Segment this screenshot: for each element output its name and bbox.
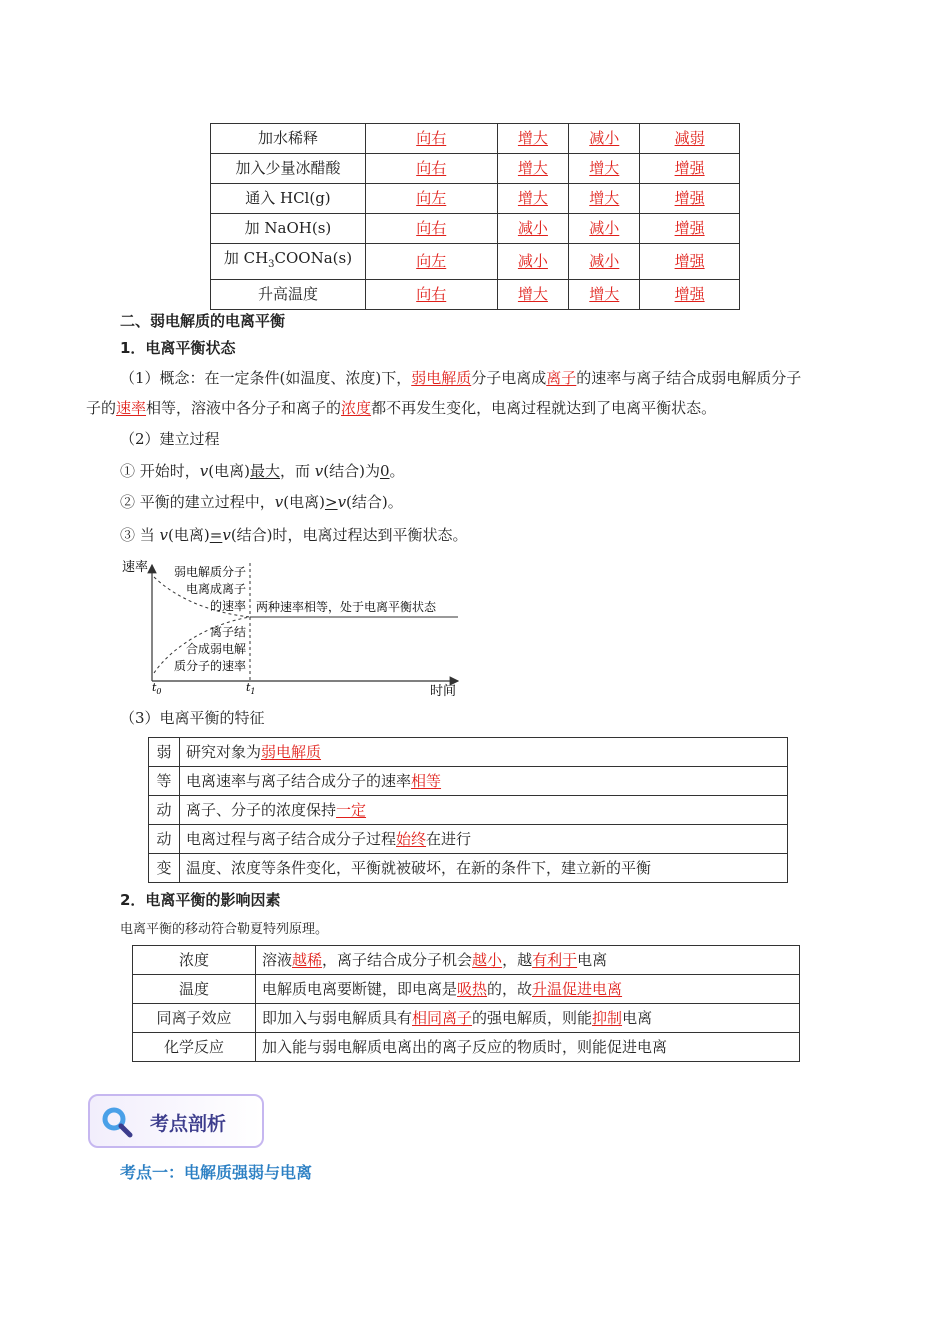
answer-cell: 增大	[497, 184, 569, 214]
condition-cell: 升高温度	[211, 280, 366, 310]
binding-rate-label	[174, 624, 246, 673]
factor-desc: 电解质电离要断键，即电离是吸热的，故升温促进电离	[256, 975, 800, 1004]
table-row	[149, 854, 788, 883]
badge-label: 考点剖析	[150, 1113, 227, 1135]
step-2: ② 平衡的建立过程中，v(电离)>v(结合)。	[120, 493, 403, 511]
answer-cell: 减弱	[640, 124, 740, 154]
table-row	[211, 154, 740, 184]
answer-cell: 增大	[497, 124, 569, 154]
shift-table	[210, 123, 740, 310]
table-row	[149, 825, 788, 854]
table-row	[211, 184, 740, 214]
answer-cell: 增大	[497, 154, 569, 184]
subheading-ionization-state: 1．电离平衡状态	[120, 339, 236, 357]
answer-cell: 增大	[569, 280, 640, 310]
equilibrium-label: 两种速率相等，处于电离平衡状态	[256, 600, 437, 614]
answer-cell: 减小	[569, 244, 640, 280]
table-row	[211, 244, 740, 280]
factor-key: 温度	[133, 975, 256, 1004]
factor-desc: 即加入与弱电解质具有相同离子的强电解质，则能抑制电离	[256, 1004, 800, 1033]
answer-cell: 增强	[640, 184, 740, 214]
feature-desc: 研究对象为弱电解质	[180, 738, 788, 767]
t1-label: $t_1$	[246, 681, 256, 696]
section-heading-2: 二、弱电解质的电离平衡	[120, 312, 286, 330]
kaodian-badge	[88, 1094, 264, 1148]
feature-desc: 离子、分子的浓度保持一定	[180, 796, 788, 825]
table-row	[149, 796, 788, 825]
table-row	[149, 767, 788, 796]
condition-cell: 加 $CH_3COONa(s)$	[211, 244, 366, 280]
factor-key: 浓度	[133, 946, 256, 975]
answer-cell: 减小	[497, 214, 569, 244]
rate-time-diagram	[118, 555, 468, 700]
step-1: ① 开始时，v(电离)最大，而 v(结合)为0。	[120, 462, 405, 480]
t0-label: $t_0$	[152, 681, 162, 696]
factors-table	[132, 945, 800, 1062]
answer-cell: 向右	[365, 154, 497, 184]
answer-cell: 减小	[569, 124, 640, 154]
condition-cell: 加入少量冰醋酸	[211, 154, 366, 184]
factors-intro: 电离平衡的移动符合勒夏特列原理。	[120, 922, 329, 937]
feature-key: 等	[149, 767, 180, 796]
condition-cell: 加 NaOH(s)	[211, 214, 366, 244]
table-row	[211, 214, 740, 244]
answer-cell: 减小	[569, 214, 640, 244]
answer-cell: 向左	[365, 244, 497, 280]
feature-desc: 温度、浓度等条件变化，平衡就被破坏，在新的条件下，建立新的平衡	[180, 854, 788, 883]
features-title: （3）电离平衡的特征	[120, 709, 265, 727]
table-row	[149, 738, 788, 767]
answer-cell: 向右	[365, 124, 497, 154]
table-row	[133, 975, 800, 1004]
svg-text:电离成离子: 电离成离子	[185, 582, 246, 596]
table-row	[133, 1033, 800, 1062]
feature-desc: 电离过程与离子结合成分子过程始终在进行	[180, 825, 788, 854]
factor-key: 化学反应	[133, 1033, 256, 1062]
answer-cell: 向右	[365, 280, 497, 310]
answer-cell: 增大	[497, 280, 569, 310]
table-row	[133, 946, 800, 975]
feature-key: 弱	[149, 738, 180, 767]
ionization-rate-label	[174, 564, 246, 613]
svg-text:弱电解质分子: 弱电解质分子	[173, 565, 246, 579]
answer-cell: 增强	[640, 214, 740, 244]
factor-key: 同离子效应	[133, 1004, 256, 1033]
answer-cell: 增大	[569, 184, 640, 214]
answer-cell: 向右	[365, 214, 497, 244]
y-label: 速率	[122, 560, 149, 575]
subheading-factors: 2．电离平衡的影响因素	[120, 891, 281, 909]
answer-cell: 增大	[569, 154, 640, 184]
answer-cell: 增强	[640, 154, 740, 184]
svg-text:合成弱电解: 合成弱电解	[185, 642, 246, 656]
factor-desc: 加入能与弱电解质电离出的离子反应的物质时，则能促进电离	[256, 1033, 800, 1062]
feature-key: 动	[149, 796, 180, 825]
kaodian-title: 考点一：电解质强弱与电离	[120, 1163, 313, 1182]
feature-key: 变	[149, 854, 180, 883]
svg-text:离子结: 离子结	[209, 625, 246, 639]
factor-desc: 溶液越稀，离子结合成分子机会越小，越有利于电离	[256, 946, 800, 975]
condition-cell: 通入 HCl(g)	[211, 184, 366, 214]
answer-cell: 增强	[640, 244, 740, 280]
answer-cell: 增强	[640, 280, 740, 310]
features-table	[148, 737, 788, 883]
answer-cell: 向左	[365, 184, 497, 214]
svg-text:的速率: 的速率	[209, 599, 246, 613]
svg-text:质分子的速率: 质分子的速率	[173, 659, 246, 673]
concept-line-2: 子的速率相等，溶液中各分子和离子的浓度都不再发生变化，电离过程就达到了电离平衡状态。	[86, 399, 717, 417]
table-row	[211, 124, 740, 154]
table-row	[211, 280, 740, 310]
build-process-title: （2）建立过程	[120, 430, 220, 448]
concept-line-1: （1）概念：在一定条件(如温度、浓度)下，弱电解质分子电离成离子的速率与离子结合成弱电解质分子	[120, 369, 802, 387]
feature-key: 动	[149, 825, 180, 854]
condition-cell: 加水稀释	[211, 124, 366, 154]
step-3: ③ 当 v(电离)=v(结合)时，电离过程达到平衡状态。	[120, 526, 468, 544]
table-row	[133, 1004, 800, 1033]
search-icon	[100, 1105, 134, 1139]
feature-desc: 电离速率与离子结合成分子的速率相等	[180, 767, 788, 796]
answer-cell: 减小	[497, 244, 569, 280]
x-label: 时间	[430, 684, 457, 699]
